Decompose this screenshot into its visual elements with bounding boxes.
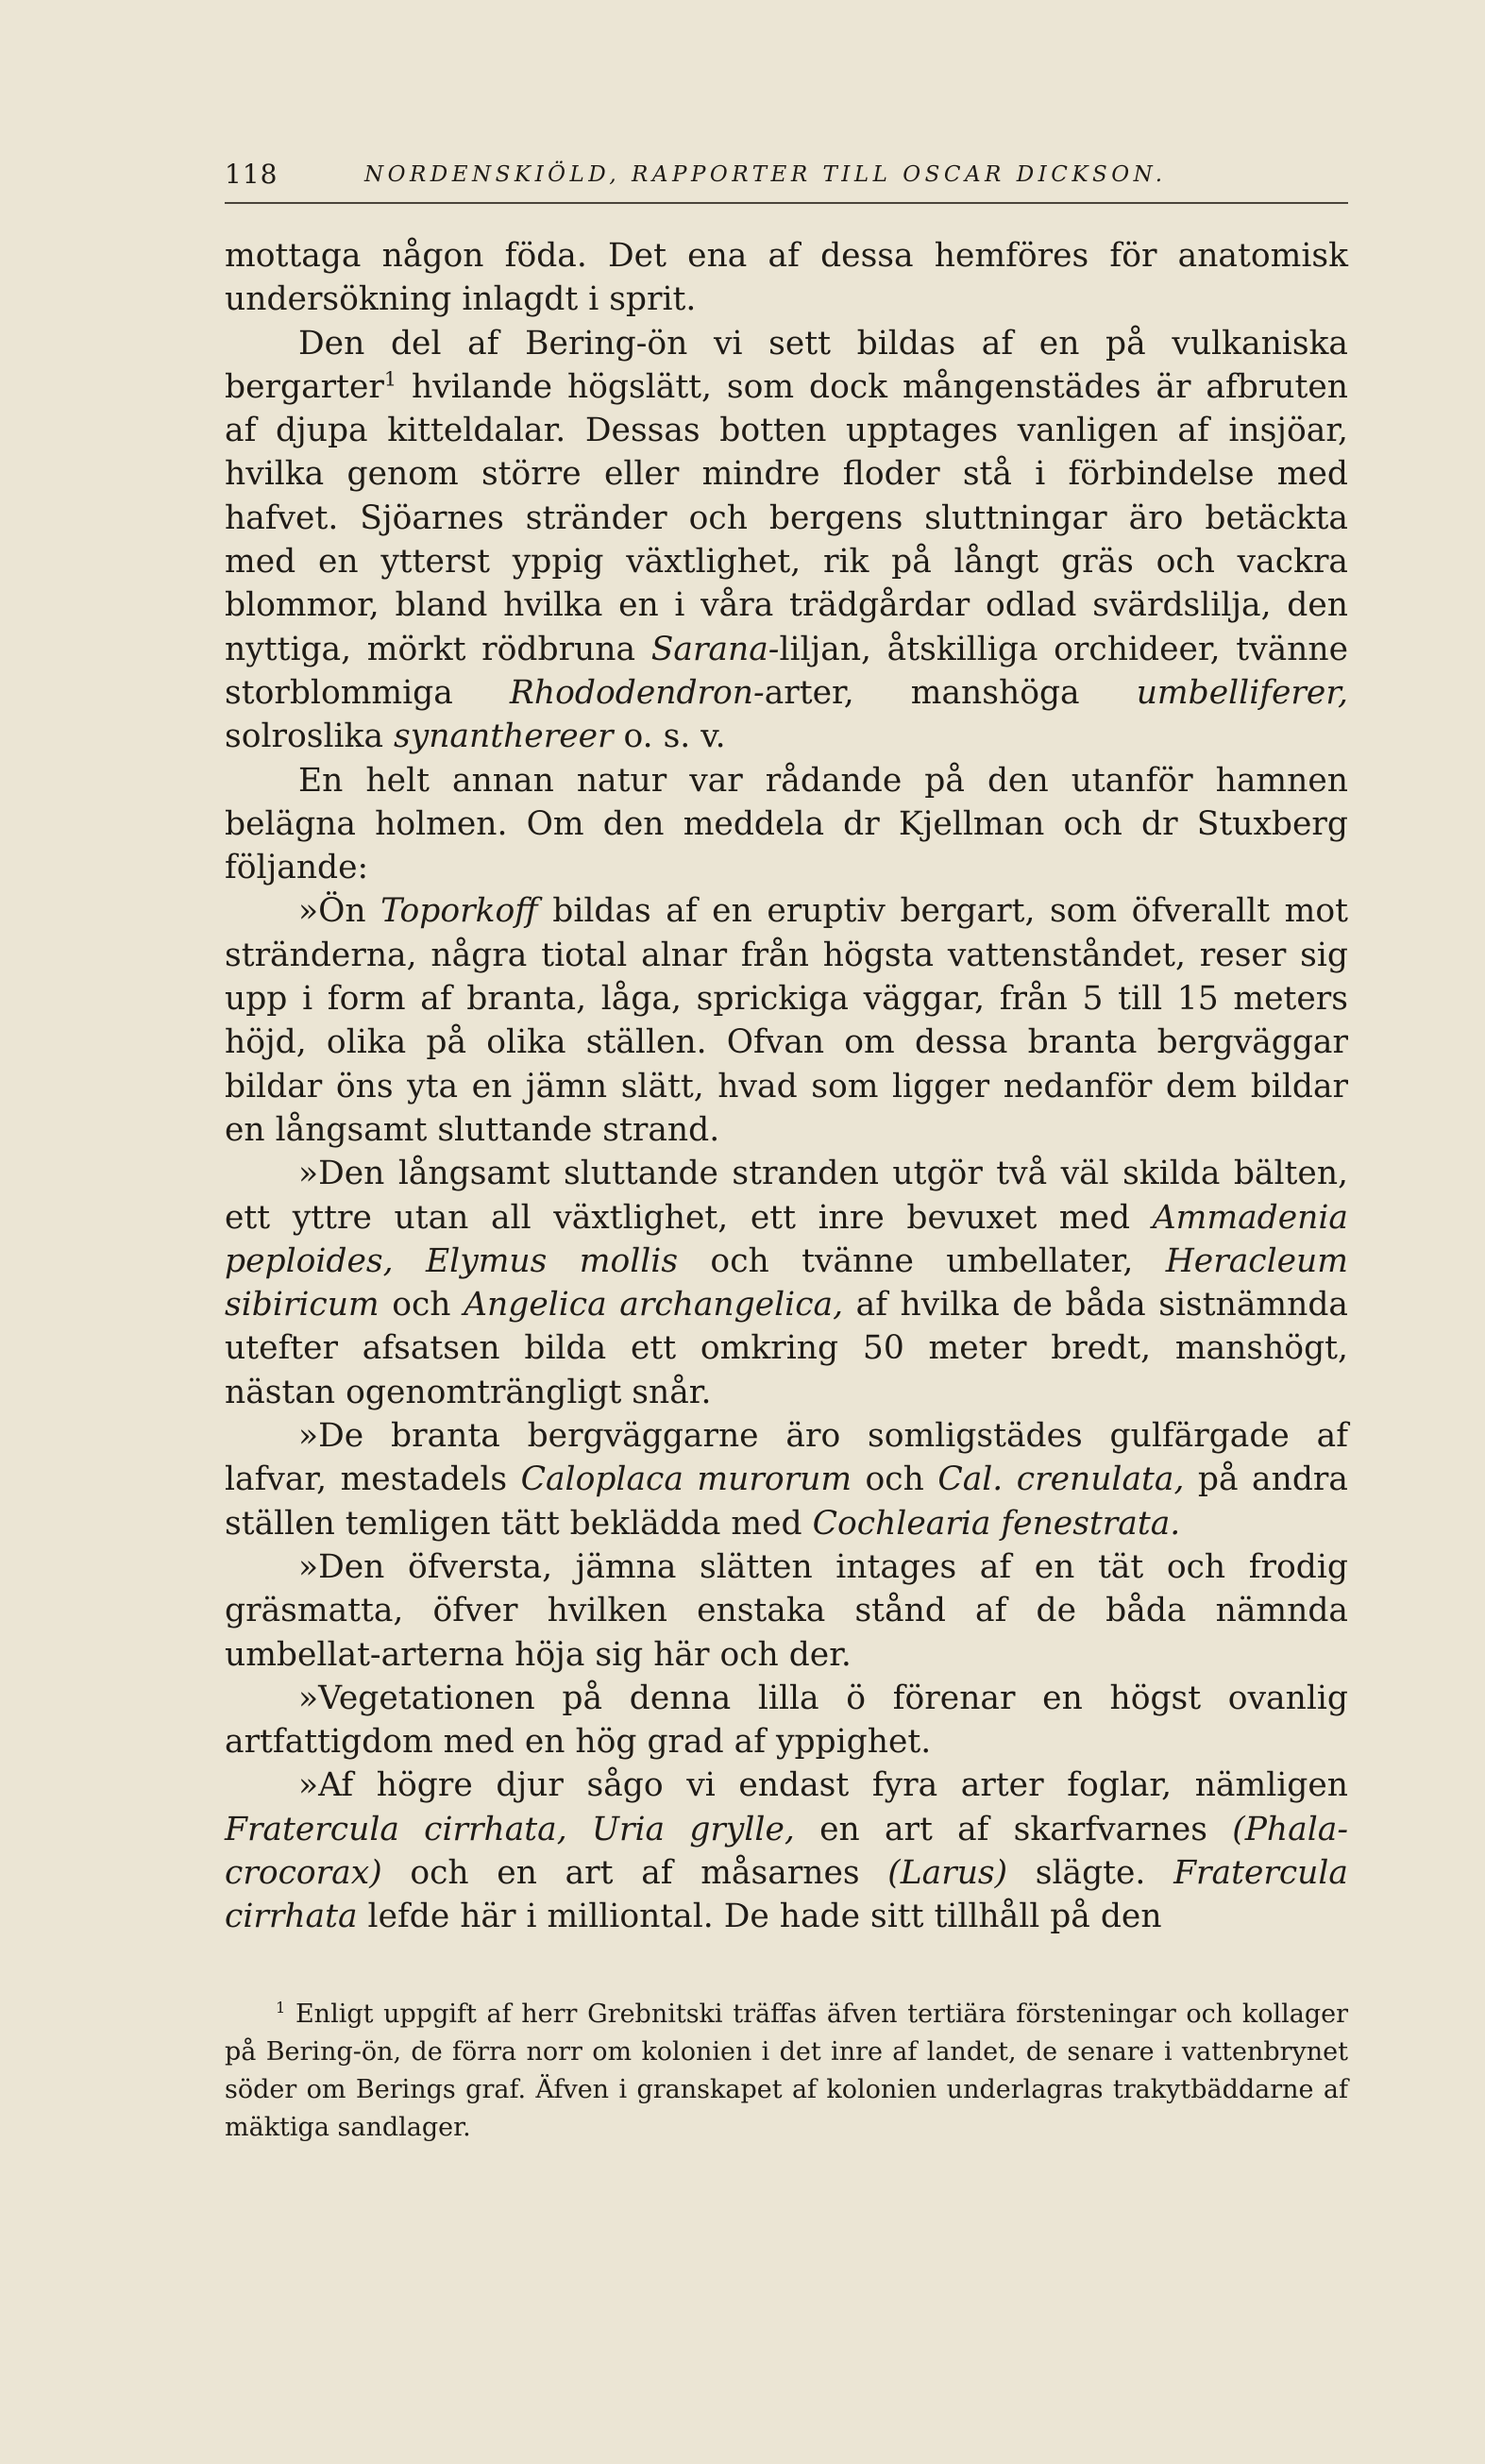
body-paragraph bbox=[225, 1152, 1348, 1414]
text-run: solroslika bbox=[225, 717, 394, 756]
running-head: NORDENSKIÖLD, RAPPORTER TILL OSCAR DICKSON. bbox=[364, 162, 1167, 187]
text-run: lefde här i milliontal. De hade sitt tillhåll på den bbox=[357, 1898, 1162, 1936]
italic-term: (Larus) bbox=[887, 1853, 1008, 1892]
body-paragraph bbox=[225, 1545, 1348, 1677]
text-run: »Af högre djur sågo vi endast fyra arter foglar, nämligen bbox=[298, 1766, 1348, 1805]
text-run: en art af skarfvarnes bbox=[794, 1810, 1233, 1848]
text-run: af hvilka de båda sistnämnda utefter afsatsen bilda ett omkring 50 meter bredt, manshögt, nästan ogenomträngligt snår. bbox=[225, 1286, 1348, 1411]
header-rule bbox=[225, 202, 1348, 204]
italic-term: Fratercula cirrhata, Uria grylle, bbox=[225, 1810, 795, 1848]
italic-term: (Phalacrocorax) bbox=[225, 1810, 1348, 1892]
body-paragraph bbox=[225, 1677, 1348, 1764]
text-run: och tvänne umbellater, bbox=[678, 1241, 1166, 1280]
text-run: liljan, åtskilliga orchideer, tvänne storblommiga bbox=[225, 630, 1348, 712]
italic-term: umbelliferer, bbox=[1136, 673, 1348, 712]
italic-term: synanthereer bbox=[394, 717, 614, 756]
text-run: bildas af en eruptiv bergart, som öfverallt mot stränderna, några tiotal alnar från högsta vattenståndet, reser sig upp i form af branta, låga, sprickiga väggar, från 5 till 15 meters höjd, olika på olika ställen. Ofvan om dessa branta bergväggar bildar öns yta en jämn slätt, hvad som ligger nedanför dem bildar en långsamt sluttande strand. bbox=[225, 892, 1348, 1149]
italic-term: Rhododendron- bbox=[509, 673, 765, 712]
footnote-paragraph bbox=[225, 1996, 1348, 2147]
text-run: hvilande högslätt, som dock mångenstädes är afbruten af djupa kitteldalar. Dessas botten upptages vanligen af insjöar, hvilka genom större eller mindre floder stå i förbindelse med hafvet. Sjöarnes stränder och bergens sluttningar äro betäckta med en ytterst yppig växtlighet, rik på långt gräs och vackra blommor, bland hvilka en i våra trädgårdar odlad svärdslilja, den nyttiga, mörkt rödbruna bbox=[225, 367, 1348, 668]
text-run: o. s. v. bbox=[613, 717, 726, 756]
text-run: »De branta bergväggarne äro somligstädes gulfärgade af lafvar, mestadels bbox=[225, 1417, 1348, 1499]
italic-term: Fratercula cirrhata bbox=[225, 1853, 1348, 1936]
text-run: mottaga någon föda. Det ena af dessa hemföres för anatomisk undersökning inlagdt i sprit. bbox=[225, 237, 1348, 319]
text-run: Den del af Bering-ön vi sett bildas af en på vulkaniska bergarter bbox=[225, 324, 1348, 406]
italic-term: Cochlearia fenestrata. bbox=[812, 1504, 1181, 1543]
text-run: slägte. bbox=[1007, 1853, 1174, 1892]
footnote bbox=[225, 1996, 1348, 2147]
italic-term: Sarana- bbox=[650, 630, 780, 668]
footnote-reference: 1 bbox=[383, 367, 397, 391]
body-paragraph bbox=[225, 1764, 1348, 1938]
text-run: »Vegetationen på denna lilla ö förenar en högst ovanlig artfattigdom med en hög grad af yppighet. bbox=[225, 1679, 1348, 1762]
body-paragraph bbox=[225, 322, 1348, 759]
text-run: och bbox=[379, 1286, 464, 1325]
page-number: 118 bbox=[225, 159, 278, 190]
footnote-text: Enligt uppgift af herr Grebnitski träffas äfven tertiära försteningar och kollager på Bering-ön, de förra norr om kolonien i det inre af landet, de senare i vattenbrynet söder om Berings graf. Äfven i granskapet af kolonien underlagras trakytbäddarne af mäktiga sandlager. bbox=[225, 2000, 1348, 2142]
body-paragraph bbox=[225, 759, 1348, 890]
text-run: och en art af måsarnes bbox=[381, 1853, 888, 1892]
italic-term: Caloplaca murorum bbox=[520, 1460, 852, 1499]
footnote-marker: 1 bbox=[276, 1999, 286, 2017]
text-run: »Den öfversta, jämna slätten intages af en tät och frodig gräsmatta, öfver hvilken enstaka stånd af de båda nämnda umbellat-arterna höja sig här och der. bbox=[225, 1547, 1348, 1674]
page-header bbox=[225, 151, 1348, 198]
text-run: på andra ställen temligen tätt beklädda med bbox=[225, 1460, 1348, 1543]
text-run: »Den långsamt sluttande stranden utgör två väl skilda bälten, ett yttre utan all växtlighet, ett inre bevuxet med bbox=[225, 1155, 1348, 1237]
text-run: och bbox=[852, 1460, 938, 1499]
text-run: En helt annan natur var rådande på den utanför hamnen belägna holmen. Om den meddela dr Kjellman och dr Stuxberg följande: bbox=[225, 761, 1348, 887]
body-paragraph bbox=[225, 889, 1348, 1152]
body-text bbox=[225, 234, 1348, 1939]
body-paragraph bbox=[225, 1414, 1348, 1545]
text-run: arter, manshöga bbox=[764, 673, 1137, 712]
italic-term: Angelica archangelica, bbox=[464, 1286, 844, 1325]
text-run: »Ön bbox=[298, 892, 381, 931]
italic-term: Cal. crenulata, bbox=[937, 1460, 1185, 1499]
italic-term: Toporkoff bbox=[380, 892, 538, 931]
italic-term: Ammadenia peploides, Elymus mollis bbox=[225, 1198, 1348, 1280]
italic-term: Heracleum sibiricum bbox=[225, 1241, 1348, 1325]
body-paragraph bbox=[225, 234, 1348, 322]
